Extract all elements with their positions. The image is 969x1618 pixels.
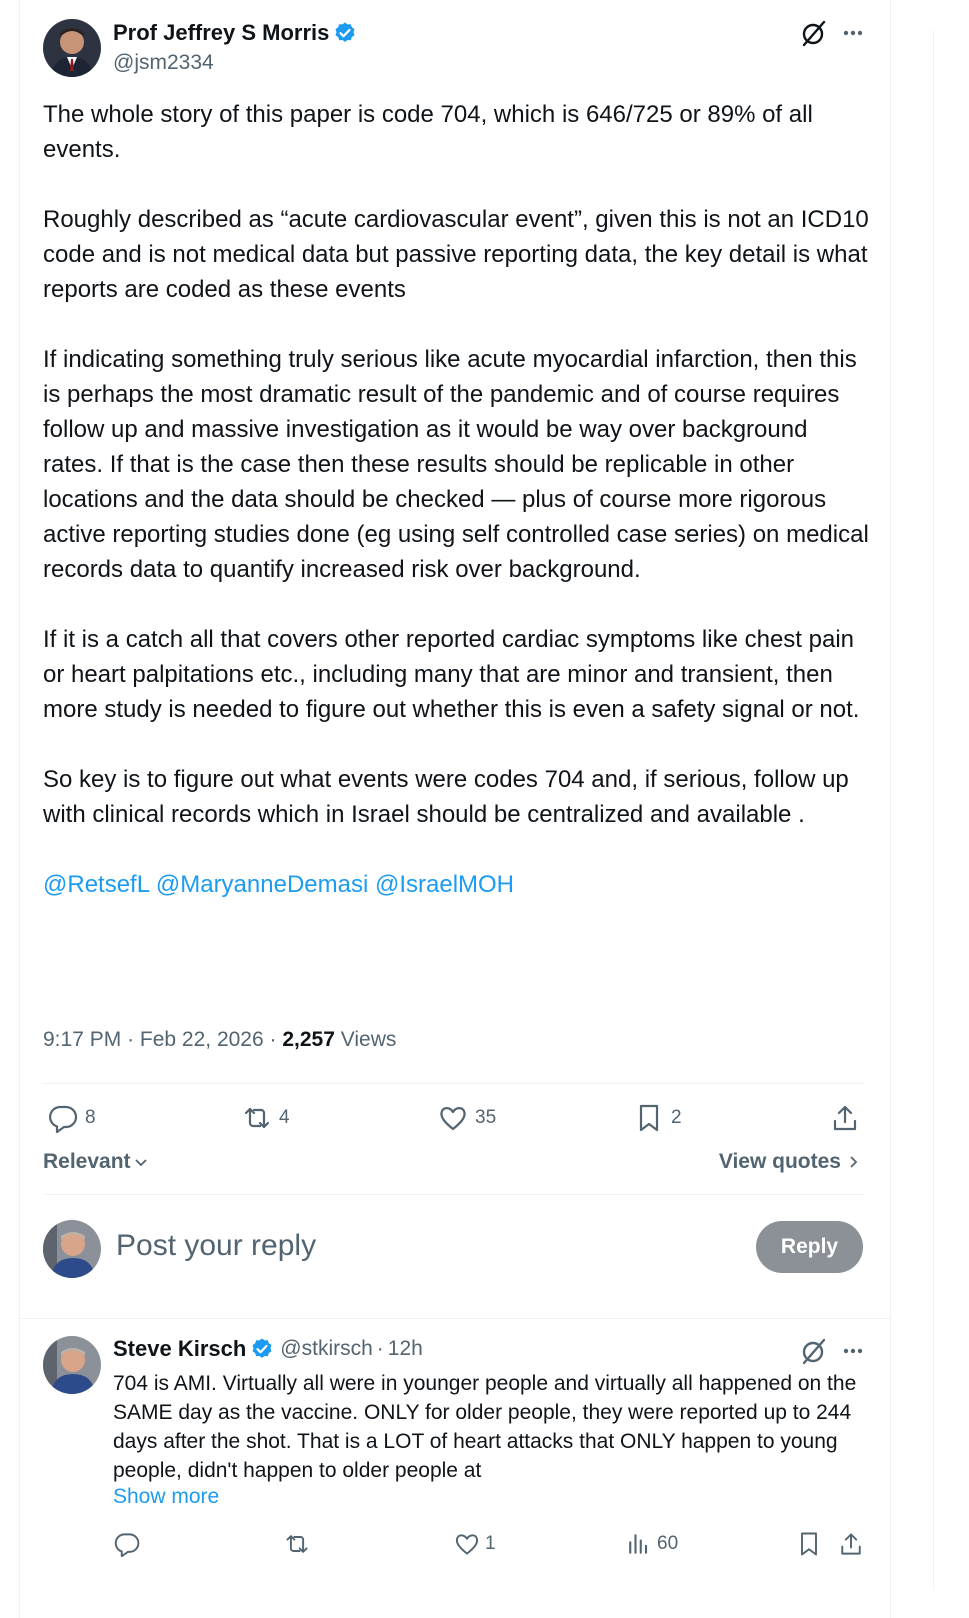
divider: [43, 1194, 865, 1195]
views-label: Views: [340, 1028, 397, 1051]
mention-link[interactable]: @RetsefL: [43, 871, 150, 898]
reply-actions: [113, 1528, 873, 1564]
like-action[interactable]: [437, 1102, 496, 1134]
bookmark-action[interactable]: [633, 1102, 682, 1134]
share-icon: [837, 1530, 865, 1558]
author-handle[interactable]: @jsm2334: [113, 51, 214, 74]
tweet-paragraph: If it is a catch all that covers other reported cardiac symptoms like chest pain or heart palpitations etc., including many that are minor and transient, then more study is needed to figure out whether this is even a safety signal or not.: [43, 626, 860, 723]
repost-action[interactable]: [241, 1102, 290, 1134]
like-count: 1: [485, 1533, 496, 1554]
share-action[interactable]: [837, 1530, 865, 1558]
mention-link[interactable]: @IsraelMOH: [374, 871, 515, 898]
repost-icon: [241, 1102, 273, 1134]
author-avatar-image: [43, 19, 101, 77]
tweet-meta: 9:17 PM · Feb 22, 2026 · 2,257 Views: [43, 1028, 397, 1051]
user-avatar[interactable]: [43, 1220, 101, 1278]
grok-icon[interactable]: [800, 18, 828, 48]
bookmark-icon: [633, 1102, 665, 1134]
tweet-actions: [43, 1100, 865, 1140]
sort-replies-dropdown[interactable]: [43, 1150, 149, 1174]
tweet-paragraph: If indicating something truly serious like acute myocardial infarction, then this is perhaps the most dramatic result of the pandemic and of course requires follow up and massive investigation as it would be way over background rates. If that is the case then these results should be replicable in other locations and the data should be checked — plus of course more rigorous active reporting studies done (eg using self controlled case series) on medical records data to quantify increased risk over background.: [43, 346, 869, 583]
like-action[interactable]: [453, 1530, 496, 1558]
reply-author-name[interactable]: Steve Kirsch: [113, 1336, 247, 1361]
mentions-line: [43, 867, 873, 902]
share-icon: [829, 1102, 861, 1134]
bookmark-count: 2: [671, 1107, 682, 1128]
sort-label: Relevant: [43, 1150, 131, 1173]
like-count: 35: [475, 1107, 497, 1128]
verified-badge-icon: [333, 21, 357, 45]
show-more-link[interactable]: Show more: [113, 1485, 220, 1508]
sidebar-edge: [933, 30, 947, 1590]
repost-count: 4: [279, 1107, 290, 1128]
tweet-paragraph: Roughly described as “acute cardiovascular event”, given this is not an ICD10 code and is not medical data but passive reporting data, the key detail is what reports are coded as these events: [43, 206, 869, 303]
author-avatar[interactable]: [43, 19, 101, 77]
reply-button[interactable]: Reply: [756, 1221, 863, 1273]
author-name[interactable]: Prof Jeffrey S Morris: [113, 20, 330, 45]
reply-age[interactable]: 12h: [387, 1337, 423, 1360]
view-quotes-link[interactable]: [719, 1150, 861, 1174]
bookmark-icon: [795, 1530, 823, 1558]
verified-badge-icon: [250, 1337, 274, 1361]
more-options-icon[interactable]: [838, 1336, 868, 1366]
bookmark-action[interactable]: [795, 1530, 823, 1558]
divider: [19, 1318, 891, 1319]
views-action[interactable]: [625, 1530, 678, 1558]
tweet-paragraph: So key is to figure out what events were codes 704 and, if serious, follow up with clinical records which in Israel should be centralized and available .: [43, 766, 849, 828]
repost-action[interactable]: [283, 1530, 311, 1558]
view-quotes-label: View quotes: [718, 1150, 841, 1173]
more-options-icon[interactable]: [838, 18, 868, 48]
tweet-paragraph: The whole story of this paper is code 704, which is 646/725 or 89% of all events.: [43, 101, 813, 163]
reply-icon: [113, 1530, 141, 1558]
reply-icon: [47, 1102, 79, 1134]
tweet-text: [43, 97, 873, 937]
views-count: 2,257: [282, 1028, 335, 1051]
reply-input[interactable]: Post your reply: [116, 1229, 317, 1262]
views-count: 60: [657, 1533, 679, 1554]
chevron-right-icon: [845, 1154, 861, 1170]
reply-action[interactable]: [113, 1530, 141, 1558]
divider: [43, 1083, 865, 1084]
reply-action[interactable]: [47, 1102, 96, 1134]
mention-link[interactable]: @MaryanneDemasi: [155, 871, 369, 898]
reply-author-avatar-image: [43, 1336, 101, 1394]
heart-icon: [437, 1102, 469, 1134]
reply-author-avatar[interactable]: [43, 1336, 101, 1394]
heart-icon: [453, 1530, 481, 1558]
user-avatar-image: [43, 1220, 101, 1278]
reply-count: 8: [85, 1107, 96, 1128]
reply-text: 704 is AMI. Virtually all were in younger people and virtually all happened on the SAME day as the vaccine. ONLY for older people, they were reported up to 244 days after the shot. That is a LOT of heart attacks that ONLY happen to young people, didn't happen to older people at: [113, 1372, 857, 1482]
chevron-down-icon: [133, 1154, 149, 1170]
share-action[interactable]: [829, 1102, 861, 1134]
reply-header: Steve Kirsch @stkirsch · 12h: [113, 1336, 423, 1361]
reply-author-handle[interactable]: @stkirsch: [280, 1337, 373, 1360]
analytics-icon: [625, 1530, 653, 1558]
grok-icon[interactable]: [800, 1336, 828, 1366]
tweet-time[interactable]: 9:17 PM: [43, 1028, 122, 1051]
repost-icon: [283, 1530, 311, 1558]
tweet-date[interactable]: Feb 22, 2026: [139, 1028, 264, 1051]
